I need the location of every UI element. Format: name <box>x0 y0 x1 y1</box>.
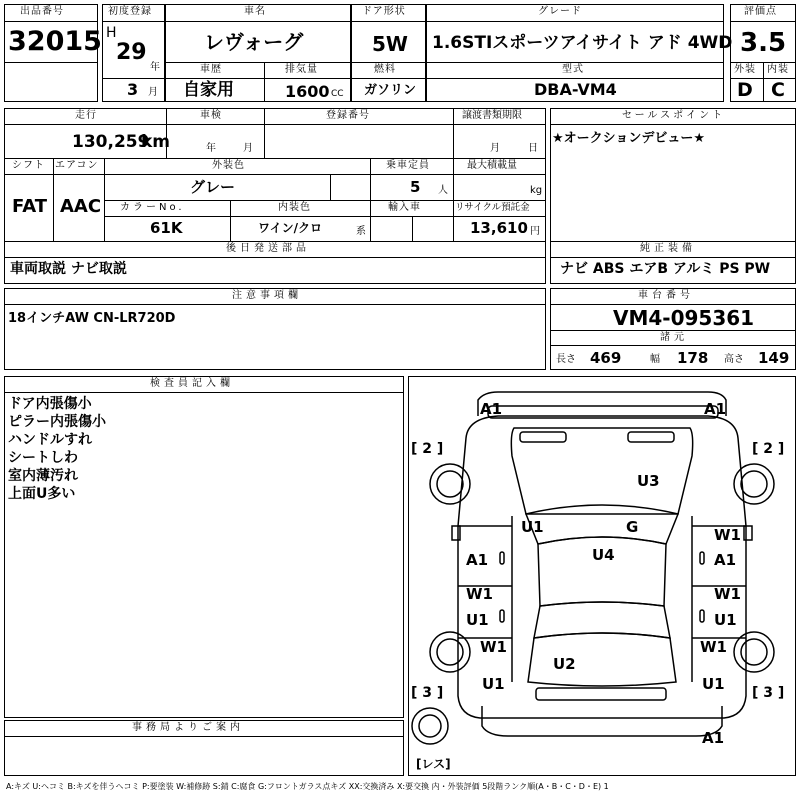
height: 149 <box>758 349 790 367</box>
mark-trunk: U2 <box>553 655 576 673</box>
transfer-label: 譲渡書類期限 <box>462 110 522 121</box>
lot-number: 32015 <box>8 26 102 57</box>
inspector-line: 室内薄汚れ <box>8 468 78 484</box>
office-label: 事務局よりご案内 <box>132 722 244 733</box>
interior-color-label: 内装色 <box>278 202 311 213</box>
mark-right-rear-w: W1 <box>700 638 727 656</box>
car-diagram <box>408 376 796 776</box>
door-label: ドア形状 <box>362 6 406 17</box>
max-load-label: 最大積載量 <box>467 160 517 171</box>
insp-month-unit: 月 <box>243 143 253 154</box>
capacity-label: 乗車定員 <box>386 160 430 171</box>
mark-right-fender-w: W1 <box>714 526 741 544</box>
recycle: 13,610 <box>470 219 528 237</box>
chassis-label: 車台番号 <box>638 290 694 301</box>
mark-roof-g: G <box>626 518 639 536</box>
capacity: 5 <box>410 178 421 196</box>
interior-color: ワイン/クロ <box>258 221 323 235</box>
ext-grade: D <box>737 79 753 101</box>
transfer-day-unit: 日 <box>528 143 538 154</box>
sales-text: ★オークションデビュー★ <box>552 131 706 146</box>
mark-left-front-door-a: A1 <box>466 551 489 569</box>
mark-left-rear-u: U1 <box>482 675 505 693</box>
lot-label: 出品番号 <box>20 6 64 17</box>
notes-text: 18インチAW CN-LR720D <box>8 311 176 326</box>
score: 3.5 <box>740 28 787 58</box>
car-name: レヴォーグ <box>204 30 304 54</box>
transfer-month-unit: 月 <box>490 143 500 154</box>
displacement-unit: CC <box>331 89 344 99</box>
first-reg-label: 初度登録 <box>108 6 152 17</box>
inspector-label: 検査員記入欄 <box>150 378 234 389</box>
door-type: 5W <box>372 32 408 56</box>
inspector-notes <box>8 395 106 503</box>
fuel: ガソリン <box>364 83 417 98</box>
equip: ナビ ABS エアB アルミ PS PW <box>560 261 771 277</box>
score-label: 評価点 <box>744 6 777 17</box>
mark-rear-bumper: A1 <box>702 729 725 747</box>
sales-label: セールスポイント <box>622 110 726 121</box>
ac-label: エアコン <box>55 160 99 171</box>
grade: 1.6STIスポーツアイサイト アド 4WD <box>432 33 733 53</box>
inspector-line: 上面U多い <box>8 486 76 502</box>
int-label: 内装 <box>767 64 789 75</box>
inspector-line: ドア内張傷小 <box>8 396 92 412</box>
year-unit: 年 <box>150 62 160 73</box>
ac: AAC <box>60 196 102 217</box>
import-label: 輸入車 <box>388 202 421 213</box>
mark-right-front-door-a: A1 <box>714 551 737 569</box>
tire-rear-left-depth: [ 3 ] <box>411 685 444 701</box>
mark-roof-u4: U4 <box>592 546 615 564</box>
mileage-label: 走行 <box>75 110 97 121</box>
mark-left-front-door-w: W1 <box>466 585 493 603</box>
reg-month: 3 <box>127 80 139 99</box>
width-label: 幅 <box>650 354 660 365</box>
grade-label: グレード <box>538 6 582 17</box>
shift: FAT <box>12 196 48 217</box>
mark-right-front-door-u: U1 <box>714 611 737 629</box>
notes-label: 注意事項欄 <box>232 290 302 301</box>
inspector-line: ハンドルすれ <box>8 432 92 448</box>
color-no-label: カラーNo. <box>120 202 185 213</box>
exterior-color: グレー <box>190 178 236 196</box>
color-no: 61K <box>150 219 183 237</box>
displacement: 1600 <box>285 82 330 101</box>
reg-year: 29 <box>116 40 147 65</box>
insp-year-unit: 年 <box>206 143 216 154</box>
month-unit: 月 <box>148 87 158 98</box>
inspector-line: シートしわ <box>8 450 78 466</box>
height-label: 高さ <box>724 354 744 365</box>
car-name-label: 車名 <box>244 6 266 17</box>
later-parts-label: 後日発送部品 <box>226 243 310 254</box>
mark-right-rear-u: U1 <box>702 675 725 693</box>
mark-left-front-door-u: U1 <box>466 611 489 629</box>
mark-right-front-door-w: W1 <box>714 585 741 603</box>
recycle-unit: 円 <box>530 226 540 237</box>
length: 469 <box>590 349 622 367</box>
chassis-number: VM4-095361 <box>613 306 755 330</box>
max-load-unit: kg <box>530 185 543 196</box>
model: DBA-VM4 <box>534 80 617 99</box>
ext-label: 外装 <box>734 64 756 75</box>
recycle-label: リサイクル預託金 <box>455 202 530 213</box>
tire-front-right-depth: [ 2 ] <box>752 441 785 457</box>
displacement-label: 排気量 <box>285 64 318 75</box>
int-grade: C <box>771 79 785 101</box>
exterior-color-label: 外装色 <box>212 160 245 171</box>
mileage: 130,259 <box>72 132 150 152</box>
spec-label: 諸元 <box>660 332 688 343</box>
fuel-label: 燃料 <box>374 64 396 75</box>
mark-front-bumper-left: A1 <box>480 400 503 418</box>
reg-no-label: 登録番号 <box>326 110 370 121</box>
model-label: 型式 <box>562 64 584 75</box>
tire-front-left-depth: [ 2 ] <box>411 441 444 457</box>
mileage-unit: km <box>141 132 171 152</box>
history-label: 車歴 <box>200 64 222 75</box>
spare-tire: [レス] <box>416 757 451 771</box>
interior-suffix: 系 <box>356 226 366 237</box>
mark-hood: U3 <box>637 472 660 490</box>
inspection-label: 車検 <box>200 110 222 121</box>
history: 自家用 <box>183 80 234 100</box>
shift-label: シフト <box>12 160 45 171</box>
mark-front-bumper-right: A1 <box>704 400 727 418</box>
equip-label: 純正装備 <box>640 243 696 254</box>
era: H <box>106 25 117 41</box>
later-parts: 車両取説 ナビ取説 <box>10 261 127 277</box>
capacity-unit: 人 <box>438 185 448 196</box>
width: 178 <box>677 349 709 367</box>
mark-left-rear-w: W1 <box>480 638 507 656</box>
inspector-line: ピラー内張傷小 <box>8 414 106 430</box>
legend: A:キズ U:ヘコミ B:キズを伴うヘコミ P:要塗装 W:補修跡 S:錆 C:腐食 G:フロントガラス点キズ XX:交換済み X:要交換 内・外装評価 5段階ランク順(A・B・C・D・E) 1 <box>6 782 609 791</box>
tire-rear-right-depth: [ 3 ] <box>752 685 785 701</box>
length-label: 長さ <box>556 354 576 365</box>
mark-roof-u1: U1 <box>521 518 544 536</box>
